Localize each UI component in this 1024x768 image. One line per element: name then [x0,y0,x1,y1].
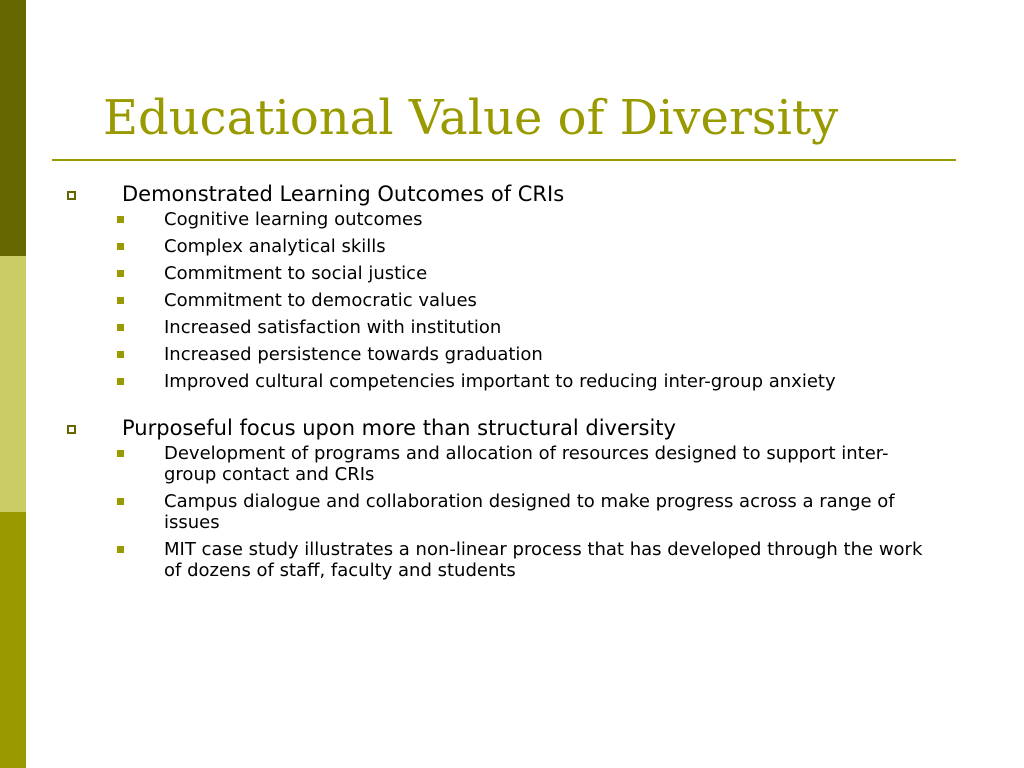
decorative-stripe-top [0,0,26,256]
bullet-level2 [60,236,960,257]
bullet-level2 [60,371,960,392]
slide-title: Educational Value of Diversity [103,90,839,146]
bullet-group-purposeful-focus [60,414,960,581]
square-bullet-icon [117,498,124,505]
bullet-level2 [60,209,960,230]
bullet-group-learning-outcomes [60,180,960,392]
title-divider [52,159,956,161]
bullet-level2 [60,539,960,581]
slide-body [60,180,960,587]
square-bullet-icon [117,270,124,277]
square-bullet-icon [117,351,124,358]
square-bullet-icon [117,546,124,553]
bullet-level2-text: MIT case study illustrates a non-linear process that has developed through the work of dozens of staff, faculty and students [164,539,923,581]
bullet-level2-text: Complex analytical skills [164,236,386,257]
bullet-level2-text: Increased satisfaction with institution [164,317,502,338]
bullet-level2 [60,290,960,311]
bullet-level2 [60,443,960,485]
bullet-level2 [60,491,960,533]
hollow-square-bullet-icon [67,425,76,434]
bullet-level1 [60,414,960,442]
bullet-level2 [60,344,960,365]
bullet-level2-text: Commitment to social justice [164,263,428,284]
square-bullet-icon [117,216,124,223]
hollow-square-bullet-icon [67,191,76,200]
decorative-stripe-middle [0,256,26,512]
square-bullet-icon [117,324,124,331]
square-bullet-icon [117,378,124,385]
bullet-level2-text: Cognitive learning outcomes [164,209,423,230]
bullet-level2 [60,263,960,284]
square-bullet-icon [117,297,124,304]
bullet-level2-text: Campus dialogue and collaboration designed to make progress across a range of issues [164,491,895,533]
bullet-level2-text: Commitment to democratic values [164,290,477,311]
bullet-level1-text: Purposeful focus upon more than structural diversity [122,416,676,440]
bullet-level2-text: Increased persistence towards graduation [164,344,543,365]
square-bullet-icon [117,243,124,250]
bullet-level1 [60,180,960,208]
sub-bullet-list [60,209,960,392]
square-bullet-icon [117,450,124,457]
sub-bullet-list [60,443,960,581]
decorative-stripe-bottom [0,512,26,768]
bullet-level2-text: Development of programs and allocation of resources designed to support inter-group contact and CRIs [164,443,889,485]
bullet-level2-text: Improved cultural competencies important to reducing inter-group anxiety [164,371,836,392]
bullet-level2 [60,317,960,338]
bullet-level1-text: Demonstrated Learning Outcomes of CRIs [122,182,565,206]
